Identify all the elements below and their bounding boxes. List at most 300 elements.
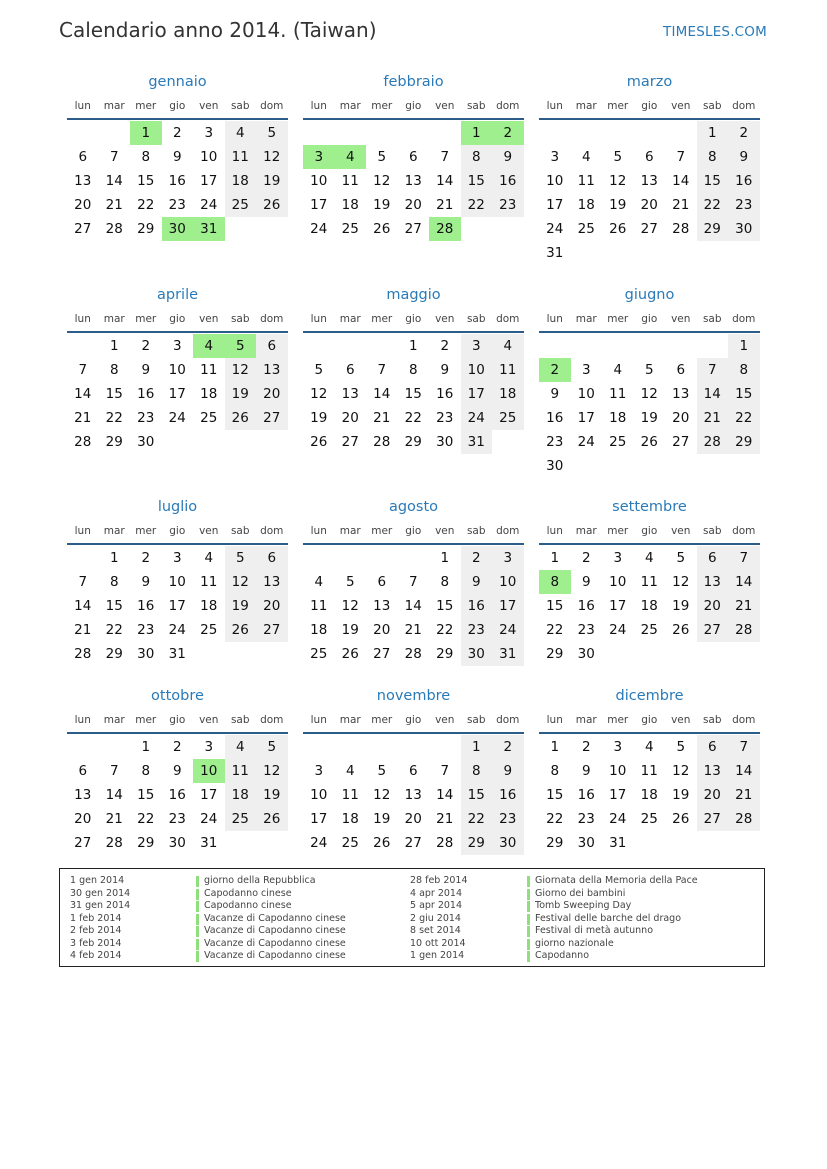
day-cell: 16 bbox=[168, 173, 186, 189]
day-cell: 13 bbox=[74, 173, 92, 189]
day-cell: 15 bbox=[137, 787, 155, 803]
weekend-day-cell: 20 bbox=[256, 382, 288, 406]
day-cell: 30 bbox=[137, 434, 155, 450]
day-cell: 9 bbox=[581, 574, 591, 590]
week-row bbox=[67, 406, 288, 430]
day-cell: 22 bbox=[436, 622, 454, 638]
empty-cell bbox=[602, 121, 634, 145]
weekend-day-cell: 1 bbox=[461, 735, 493, 759]
day-cell: 7 bbox=[408, 574, 418, 590]
day-cell: 25 bbox=[640, 622, 658, 638]
empty-cell bbox=[634, 642, 666, 666]
day-cell: 23 bbox=[137, 622, 155, 638]
day-cell: 28 bbox=[373, 434, 391, 450]
empty-cell bbox=[335, 121, 367, 145]
week-row bbox=[303, 783, 524, 807]
day-cell: 30 bbox=[168, 835, 186, 851]
day-cell: 2 bbox=[172, 125, 182, 141]
day-cell: 16 bbox=[546, 410, 564, 426]
day-cell: 14 bbox=[404, 598, 422, 614]
day-cell: 20 bbox=[640, 197, 658, 213]
day-cell: 29 bbox=[105, 434, 123, 450]
weekday-label: lun bbox=[74, 714, 91, 726]
holiday-day-cell: 4 bbox=[193, 334, 225, 358]
legend-entry bbox=[410, 900, 740, 913]
week-row bbox=[303, 618, 524, 642]
legend-entry bbox=[70, 888, 400, 901]
header-rule bbox=[539, 331, 760, 333]
holiday-day-cell: 1 bbox=[130, 121, 162, 145]
weekday-label: gio bbox=[641, 525, 658, 537]
day-cell: 22 bbox=[137, 197, 155, 213]
empty-cell bbox=[193, 642, 225, 666]
day-cell: 7 bbox=[676, 149, 686, 165]
weekend-day-cell: 15 bbox=[728, 382, 760, 406]
day-cell: 3 bbox=[314, 763, 324, 779]
weekend-day-cell: 4 bbox=[225, 735, 257, 759]
day-cell: 18 bbox=[310, 622, 328, 638]
month-name: luglio bbox=[157, 499, 198, 515]
weekend-day-cell: 6 bbox=[256, 546, 288, 570]
day-cell: 26 bbox=[341, 646, 359, 662]
weekday-label: ven bbox=[199, 100, 219, 112]
weekend-day-cell: 11 bbox=[492, 358, 524, 382]
day-cell: 8 bbox=[141, 149, 151, 165]
day-cell: 8 bbox=[141, 763, 151, 779]
weekend-day-cell: 5 bbox=[256, 735, 288, 759]
empty-cell bbox=[665, 831, 697, 855]
weekend-day-cell: 6 bbox=[697, 735, 729, 759]
weekday-label: sab bbox=[466, 714, 486, 726]
weekday-label: mer bbox=[135, 714, 157, 726]
day-cell: 18 bbox=[640, 787, 658, 803]
weekday-label: gio bbox=[641, 714, 658, 726]
empty-cell bbox=[571, 121, 603, 145]
day-cell: 14 bbox=[74, 386, 92, 402]
weekend-day-cell: 28 bbox=[697, 430, 729, 454]
legend-marker bbox=[196, 889, 199, 900]
legend-entry bbox=[70, 950, 400, 963]
weekday-label: mar bbox=[339, 525, 361, 537]
weekday-header bbox=[67, 309, 288, 329]
day-cell: 26 bbox=[310, 434, 328, 450]
legend-marker bbox=[527, 889, 530, 900]
empty-cell bbox=[539, 334, 571, 358]
legend-entry bbox=[70, 900, 400, 913]
day-cell: 4 bbox=[613, 362, 623, 378]
weekday-label: mar bbox=[339, 100, 361, 112]
weekday-label: ven bbox=[671, 313, 691, 325]
day-cell: 13 bbox=[640, 173, 658, 189]
weekend-day-cell: 26 bbox=[225, 406, 257, 430]
legend-marker bbox=[196, 914, 199, 925]
holiday-day-cell: 30 bbox=[162, 217, 194, 241]
weekend-day-cell: 14 bbox=[728, 759, 760, 783]
day-cell: 14 bbox=[74, 598, 92, 614]
day-cell: 27 bbox=[373, 646, 391, 662]
month-name: febbraio bbox=[383, 74, 444, 90]
weekday-label: mar bbox=[575, 100, 597, 112]
legend-holiday-name: Capodanno cinese bbox=[204, 900, 292, 911]
month-giugno bbox=[539, 285, 760, 478]
weekend-day-cell: 6 bbox=[697, 546, 729, 570]
weekend-day-cell: 4 bbox=[225, 121, 257, 145]
day-cell: 13 bbox=[341, 386, 359, 402]
weekend-day-cell: 11 bbox=[225, 145, 257, 169]
day-cell: 3 bbox=[204, 125, 214, 141]
week-row bbox=[303, 594, 524, 618]
week-row bbox=[303, 382, 524, 406]
day-cell: 7 bbox=[78, 362, 88, 378]
page-title: Calendario anno 2014. (Taiwan) bbox=[59, 18, 377, 42]
weekend-day-cell: 21 bbox=[697, 406, 729, 430]
day-cell: 22 bbox=[404, 410, 422, 426]
day-cell: 20 bbox=[373, 622, 391, 638]
header-rule bbox=[67, 331, 288, 333]
day-cell: 6 bbox=[408, 763, 418, 779]
weekday-label: ven bbox=[671, 714, 691, 726]
empty-cell bbox=[225, 430, 257, 454]
weekend-day-cell: 22 bbox=[728, 406, 760, 430]
holiday-day-cell: 5 bbox=[225, 334, 257, 358]
weekend-day-cell: 1 bbox=[728, 334, 760, 358]
day-cell: 17 bbox=[577, 410, 595, 426]
legend-column bbox=[410, 875, 740, 963]
legend-entry bbox=[70, 938, 400, 951]
empty-cell bbox=[303, 334, 335, 358]
weekend-day-cell: 29 bbox=[461, 831, 493, 855]
day-cell: 7 bbox=[440, 149, 450, 165]
empty-cell bbox=[366, 121, 398, 145]
empty-cell bbox=[665, 241, 697, 265]
empty-cell bbox=[193, 430, 225, 454]
day-cell: 4 bbox=[644, 739, 654, 755]
weekend-day-cell: 6 bbox=[256, 334, 288, 358]
day-cell: 6 bbox=[676, 362, 686, 378]
week-row bbox=[67, 169, 288, 193]
weekend-day-cell: 13 bbox=[256, 570, 288, 594]
week-row bbox=[303, 570, 524, 594]
weekend-day-cell: 22 bbox=[461, 193, 493, 217]
day-cell: 25 bbox=[200, 622, 218, 638]
legend-date: 8 set 2014 bbox=[410, 925, 461, 936]
weekend-day-cell: 26 bbox=[225, 618, 257, 642]
day-cell: 11 bbox=[200, 362, 218, 378]
month-novembre bbox=[303, 686, 524, 855]
day-cell: 29 bbox=[546, 646, 564, 662]
week-row bbox=[539, 454, 760, 478]
day-cell: 19 bbox=[672, 787, 690, 803]
weekday-label: mer bbox=[371, 714, 393, 726]
day-cell: 25 bbox=[577, 221, 595, 237]
weekday-label: dom bbox=[496, 100, 520, 112]
weekday-label: gio bbox=[169, 100, 186, 112]
week-row bbox=[303, 831, 524, 855]
day-cell: 24 bbox=[200, 811, 218, 827]
weekday-label: dom bbox=[260, 525, 284, 537]
weekday-label: lun bbox=[546, 525, 563, 537]
day-cell: 20 bbox=[672, 410, 690, 426]
weekend-day-cell: 19 bbox=[256, 783, 288, 807]
day-cell: 25 bbox=[341, 221, 359, 237]
header-rule bbox=[67, 732, 288, 734]
empty-cell bbox=[728, 454, 760, 478]
weekday-label: gio bbox=[169, 714, 186, 726]
weekend-day-cell: 5 bbox=[225, 546, 257, 570]
week-row bbox=[67, 618, 288, 642]
header-rule bbox=[303, 543, 524, 545]
day-cell: 30 bbox=[577, 646, 595, 662]
day-cell: 22 bbox=[546, 622, 564, 638]
day-cell: 2 bbox=[440, 338, 450, 354]
weekday-label: mer bbox=[371, 313, 393, 325]
brand-link[interactable]: TIMESLES.COM bbox=[663, 24, 767, 40]
day-cell: 28 bbox=[74, 646, 92, 662]
holiday-day-cell: 8 bbox=[539, 570, 571, 594]
weekday-label: ven bbox=[199, 313, 219, 325]
holiday-day-cell: 4 bbox=[335, 145, 367, 169]
weekday-label: mer bbox=[607, 313, 629, 325]
header-rule bbox=[67, 543, 288, 545]
empty-cell bbox=[665, 454, 697, 478]
day-cell: 19 bbox=[609, 197, 627, 213]
legend-holiday-name: Giornata della Memoria della Pace bbox=[535, 875, 698, 886]
day-cell: 21 bbox=[105, 197, 123, 213]
day-cell: 18 bbox=[200, 598, 218, 614]
weekend-day-cell: 29 bbox=[728, 430, 760, 454]
header-rule bbox=[303, 732, 524, 734]
weekend-day-cell: 20 bbox=[697, 783, 729, 807]
week-row bbox=[539, 570, 760, 594]
day-cell: 17 bbox=[200, 173, 218, 189]
weekday-header bbox=[67, 710, 288, 730]
day-cell: 22 bbox=[105, 410, 123, 426]
weekend-day-cell: 8 bbox=[461, 145, 493, 169]
weekend-day-cell: 19 bbox=[225, 594, 257, 618]
weekend-day-cell: 13 bbox=[256, 358, 288, 382]
day-cell: 25 bbox=[310, 646, 328, 662]
day-cell: 23 bbox=[436, 410, 454, 426]
month-name: marzo bbox=[626, 74, 673, 90]
empty-cell bbox=[571, 334, 603, 358]
day-cell: 31 bbox=[609, 835, 627, 851]
weekend-day-cell: 5 bbox=[256, 121, 288, 145]
day-cell: 2 bbox=[581, 739, 591, 755]
day-cell: 10 bbox=[168, 574, 186, 590]
empty-cell bbox=[303, 121, 335, 145]
day-cell: 24 bbox=[168, 622, 186, 638]
weekday-header bbox=[303, 96, 524, 116]
day-cell: 18 bbox=[609, 410, 627, 426]
day-cell: 10 bbox=[577, 386, 595, 402]
day-cell: 16 bbox=[168, 787, 186, 803]
day-cell: 7 bbox=[440, 763, 450, 779]
weekday-label: lun bbox=[310, 714, 327, 726]
day-cell: 19 bbox=[341, 622, 359, 638]
month-luglio bbox=[67, 497, 288, 666]
week-row bbox=[539, 169, 760, 193]
legend-holiday-name: Vacanze di Capodanno cinese bbox=[204, 950, 346, 961]
day-cell: 27 bbox=[672, 434, 690, 450]
week-row bbox=[539, 217, 760, 241]
day-cell: 26 bbox=[672, 811, 690, 827]
day-cell: 7 bbox=[109, 763, 119, 779]
weekend-day-cell: 19 bbox=[256, 169, 288, 193]
day-cell: 16 bbox=[137, 386, 155, 402]
legend-date: 3 feb 2014 bbox=[70, 937, 122, 949]
day-cell: 1 bbox=[440, 550, 450, 566]
weekday-label: dom bbox=[732, 714, 756, 726]
week-row bbox=[303, 145, 524, 169]
empty-cell bbox=[634, 454, 666, 478]
legend-entry bbox=[70, 875, 400, 888]
empty-cell bbox=[398, 546, 430, 570]
legend-entry bbox=[410, 913, 740, 926]
weekend-day-cell: 25 bbox=[225, 193, 257, 217]
week-row bbox=[67, 570, 288, 594]
empty-cell bbox=[162, 430, 194, 454]
weekend-day-cell: 30 bbox=[728, 217, 760, 241]
day-cell: 15 bbox=[105, 386, 123, 402]
legend-date: 28 feb 2014 bbox=[410, 875, 468, 886]
weekend-day-cell: 29 bbox=[697, 217, 729, 241]
week-row bbox=[67, 831, 288, 855]
weekend-day-cell: 12 bbox=[225, 358, 257, 382]
week-row bbox=[67, 358, 288, 382]
empty-cell bbox=[461, 217, 493, 241]
week-row bbox=[539, 430, 760, 454]
legend-date: 30 gen 2014 bbox=[70, 887, 131, 899]
day-cell: 3 bbox=[613, 550, 623, 566]
day-cell: 9 bbox=[581, 763, 591, 779]
day-cell: 31 bbox=[168, 646, 186, 662]
day-cell: 20 bbox=[74, 197, 92, 213]
legend-holiday-name: giorno della Repubblica bbox=[204, 875, 316, 886]
weekday-label: gio bbox=[405, 525, 422, 537]
day-cell: 14 bbox=[105, 173, 123, 189]
day-cell: 26 bbox=[609, 221, 627, 237]
week-row bbox=[539, 382, 760, 406]
month-name: dicembre bbox=[615, 688, 684, 704]
day-cell: 12 bbox=[310, 386, 328, 402]
day-cell: 15 bbox=[546, 787, 564, 803]
legend-marker bbox=[196, 951, 199, 962]
weekday-label: gio bbox=[405, 714, 422, 726]
day-cell: 4 bbox=[204, 550, 214, 566]
day-cell: 29 bbox=[137, 221, 155, 237]
day-cell: 9 bbox=[550, 386, 560, 402]
empty-cell bbox=[634, 831, 666, 855]
weekday-label: sab bbox=[702, 525, 722, 537]
holiday-day-cell: 2 bbox=[539, 358, 571, 382]
week-row bbox=[67, 382, 288, 406]
day-cell: 10 bbox=[609, 763, 627, 779]
week-row bbox=[303, 406, 524, 430]
day-cell: 10 bbox=[168, 362, 186, 378]
holiday-day-cell: 31 bbox=[193, 217, 225, 241]
day-cell: 13 bbox=[672, 386, 690, 402]
weekend-day-cell: 14 bbox=[728, 570, 760, 594]
legend-date: 10 ott 2014 bbox=[410, 937, 466, 949]
weekday-label: mer bbox=[607, 714, 629, 726]
legend-holiday-name: Tomb Sweeping Day bbox=[535, 900, 632, 911]
week-row bbox=[303, 735, 524, 759]
day-cell: 24 bbox=[609, 811, 627, 827]
weekend-day-cell: 26 bbox=[256, 193, 288, 217]
weekend-day-cell: 23 bbox=[728, 193, 760, 217]
week-row bbox=[303, 807, 524, 831]
week-row bbox=[539, 642, 760, 666]
weekday-label: mer bbox=[135, 313, 157, 325]
day-cell: 3 bbox=[172, 338, 182, 354]
weekend-day-cell: 17 bbox=[461, 382, 493, 406]
week-row bbox=[539, 406, 760, 430]
day-cell: 12 bbox=[373, 787, 391, 803]
day-cell: 21 bbox=[672, 197, 690, 213]
weekday-label: mar bbox=[339, 714, 361, 726]
empty-cell bbox=[634, 241, 666, 265]
legend-holiday-name: Festival delle barche del drago bbox=[535, 912, 682, 924]
empty-cell bbox=[697, 454, 729, 478]
week-row bbox=[303, 358, 524, 382]
weekday-label: gio bbox=[405, 100, 422, 112]
day-cell: 27 bbox=[341, 434, 359, 450]
week-row bbox=[539, 618, 760, 642]
day-cell: 15 bbox=[436, 598, 454, 614]
day-cell: 11 bbox=[640, 763, 658, 779]
week-row bbox=[539, 121, 760, 145]
weekday-label: mar bbox=[339, 313, 361, 325]
day-cell: 7 bbox=[109, 149, 119, 165]
weekend-day-cell: 8 bbox=[697, 145, 729, 169]
week-row bbox=[67, 735, 288, 759]
weekday-label: ven bbox=[435, 313, 455, 325]
empty-cell bbox=[492, 217, 524, 241]
header-rule bbox=[303, 331, 524, 333]
week-row bbox=[539, 594, 760, 618]
day-cell: 6 bbox=[377, 574, 387, 590]
day-cell: 15 bbox=[546, 598, 564, 614]
empty-cell bbox=[728, 831, 760, 855]
weekend-day-cell: 28 bbox=[728, 618, 760, 642]
week-row bbox=[67, 546, 288, 570]
weekend-day-cell: 21 bbox=[728, 594, 760, 618]
day-cell: 6 bbox=[408, 149, 418, 165]
day-cell: 21 bbox=[373, 410, 391, 426]
day-cell: 1 bbox=[408, 338, 418, 354]
weekday-label: dom bbox=[732, 525, 756, 537]
empty-cell bbox=[697, 642, 729, 666]
day-cell: 26 bbox=[373, 221, 391, 237]
weekday-label: sab bbox=[230, 525, 250, 537]
weekend-day-cell: 17 bbox=[492, 594, 524, 618]
week-row bbox=[67, 334, 288, 358]
weekend-day-cell: 22 bbox=[697, 193, 729, 217]
day-cell: 4 bbox=[314, 574, 324, 590]
weekday-label: sab bbox=[230, 100, 250, 112]
weekend-day-cell: 16 bbox=[492, 783, 524, 807]
month-agosto bbox=[303, 497, 524, 666]
legend-holiday-name: Festival di metà autunno bbox=[535, 925, 654, 936]
day-cell: 1 bbox=[141, 739, 151, 755]
week-row bbox=[67, 193, 288, 217]
week-row bbox=[539, 334, 760, 358]
day-cell: 18 bbox=[640, 598, 658, 614]
weekend-day-cell: 24 bbox=[492, 618, 524, 642]
day-cell: 11 bbox=[577, 173, 595, 189]
empty-cell bbox=[366, 735, 398, 759]
day-cell: 9 bbox=[172, 149, 182, 165]
